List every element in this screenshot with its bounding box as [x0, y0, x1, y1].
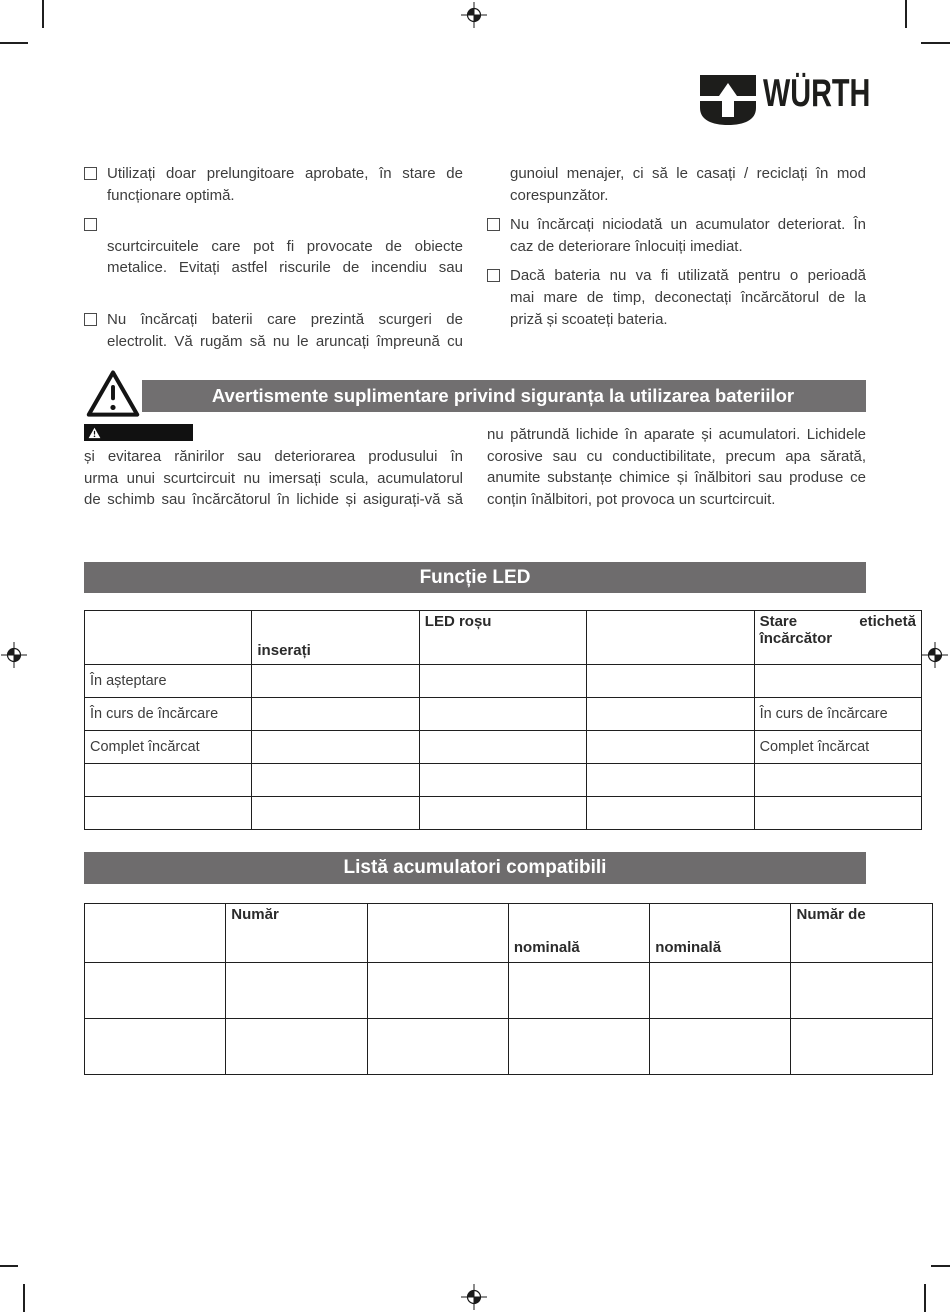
registration-mark-icon — [922, 642, 948, 668]
text-line: mai mare de timp, deconectați încărcătorul de la — [510, 288, 866, 306]
crop-mark — [931, 1265, 950, 1267]
text-line: corespunzător. — [510, 186, 609, 204]
table-cell: Număr de — [791, 904, 932, 963]
empty-checkbox-icon — [84, 313, 97, 326]
table-row — [85, 963, 933, 1019]
section-header-led: Funcție LED — [84, 562, 866, 593]
table-cell — [754, 665, 921, 698]
table-cell — [587, 611, 754, 665]
text-line: de schimb sau încărcătorul în lichide și asigurați-vă să — [84, 491, 463, 509]
led-function-table — [84, 610, 922, 830]
bullet-text — [510, 265, 866, 330]
table-cell — [252, 698, 419, 731]
text-line: Dacă bateria nu va fi utilizată pentru o perioadă — [510, 267, 866, 285]
crop-mark — [921, 42, 950, 44]
text-line: funcționare optimă. — [107, 186, 235, 204]
table-cell: În curs de încărcare — [754, 698, 921, 731]
text-line: gunoiul menajer, ci să le casați / reciclați în mod — [510, 165, 866, 182]
safety-bullet — [84, 163, 463, 206]
empty-checkbox-icon — [84, 167, 97, 180]
crop-mark — [42, 0, 44, 28]
warning-badge — [84, 424, 193, 441]
text-line: priză și scoateți bateria. — [510, 310, 668, 328]
table-cell: Număr — [226, 904, 367, 963]
empty-checkbox-icon — [487, 218, 500, 231]
crop-mark — [0, 42, 28, 44]
table-cell — [587, 764, 754, 797]
table-cell — [791, 963, 932, 1019]
text-line: caz de deteriorare înlocuiți imediat. — [510, 237, 743, 255]
table-cell: LED roșu — [419, 611, 586, 665]
table-row — [85, 731, 922, 764]
crop-mark — [0, 1265, 18, 1267]
safety-bullet — [487, 214, 866, 257]
table-cell: nominală — [508, 904, 649, 963]
table-cell — [587, 731, 754, 764]
text-line: Stare etichetă — [759, 613, 916, 630]
bullet-text — [510, 163, 866, 206]
table-row — [85, 797, 922, 830]
bullet-text — [107, 309, 463, 352]
crop-mark — [905, 0, 907, 28]
text-line: și evitarea rănirilor sau deteriorarea produsului în — [84, 448, 463, 465]
safety-bullets-right-column — [487, 163, 866, 338]
warning-banner-title: Avertismente suplimentare privind siguranța la utilizarea bateriilor — [140, 380, 866, 412]
table-row — [85, 1019, 933, 1075]
warning-banner — [84, 368, 866, 420]
text-line: încărcător — [759, 630, 833, 647]
table-cell — [650, 1019, 791, 1075]
table-cell — [85, 904, 226, 963]
text-line: metalice. Evitați astfel riscurile de incendiu sau — [107, 259, 463, 277]
table-cell — [252, 731, 419, 764]
table-cell — [419, 698, 586, 731]
table-cell — [85, 611, 252, 665]
bullet-text — [107, 163, 463, 206]
table-cell — [419, 797, 586, 830]
safety-bullet-continuation — [487, 163, 866, 206]
text-line: urma unui scurtcircuit nu imersați scula, acumulatorul — [84, 469, 463, 487]
crop-mark — [23, 1284, 25, 1312]
table-cell — [587, 698, 754, 731]
text-line: conțin înălbitori, pot provoca un scurtcircuit. — [487, 490, 776, 508]
table-cell: În curs de încărcare — [85, 698, 252, 731]
table-cell — [508, 1019, 649, 1075]
empty-checkbox-icon — [487, 269, 500, 282]
registration-mark-icon — [461, 1284, 487, 1310]
table-row — [85, 665, 922, 698]
text-line: Nu încărcați niciodată un acumulator deteriorat. În — [510, 216, 866, 234]
crop-mark — [924, 1284, 926, 1312]
safety-bullet — [487, 265, 866, 330]
registration-mark-icon — [461, 2, 487, 28]
text-line: corosive sau cu conductibilitate, precum apa sărată, — [487, 447, 866, 465]
warning-triangle-icon — [84, 368, 142, 420]
wurth-logo-icon — [700, 75, 757, 125]
table-cell — [754, 764, 921, 797]
table-cell: nominală — [650, 904, 791, 963]
safety-bullets-left-column — [84, 163, 463, 360]
bullet-text — [510, 214, 866, 257]
text-line: anumite substanțe chimice și înălbitori sau produse ce — [487, 469, 866, 487]
text-line: Nu încărcați baterii care prezintă scurgeri de — [107, 310, 463, 328]
table-cell — [367, 1019, 508, 1075]
table-cell — [85, 1019, 226, 1075]
table-cell — [754, 797, 921, 830]
table-cell — [85, 764, 252, 797]
bullet-text — [107, 214, 463, 279]
table-cell — [419, 731, 586, 764]
table-cell: Complet încărcat — [754, 731, 921, 764]
table-cell — [419, 665, 586, 698]
table-cell — [754, 611, 921, 665]
table-cell — [252, 665, 419, 698]
empty-checkbox-icon — [84, 218, 97, 231]
text-line: nu pătrundă lichide în aparate și acumulatori. Lichidele — [487, 426, 866, 443]
table-cell — [508, 963, 649, 1019]
table-cell — [650, 963, 791, 1019]
table-row — [85, 698, 922, 731]
text-line: scurtcircuitele care pot fi provocate de obiecte — [107, 237, 463, 255]
table-cell — [226, 1019, 367, 1075]
table-cell — [85, 963, 226, 1019]
brand-wordmark: WÜRTH — [763, 72, 871, 115]
table-cell: Complet încărcat — [85, 731, 252, 764]
table-cell — [85, 797, 252, 830]
safety-bullet — [84, 214, 463, 279]
table-cell — [419, 764, 586, 797]
text-line: electrolit. Vă rugăm să nu le aruncați împreună cu — [107, 332, 463, 350]
warning-paragraph-right — [487, 424, 866, 510]
registration-mark-icon — [1, 642, 27, 668]
table-cell: inserați — [252, 611, 419, 665]
table-cell — [367, 963, 508, 1019]
table-cell — [587, 797, 754, 830]
warning-triangle-icon — [88, 427, 101, 439]
table-cell — [252, 764, 419, 797]
safety-bullet — [84, 309, 463, 352]
table-header-row — [85, 904, 933, 963]
table-cell — [252, 797, 419, 830]
warning-paragraph-left — [84, 424, 463, 511]
table-header-row — [85, 611, 922, 665]
compatible-batteries-table — [84, 903, 933, 1075]
table-row — [85, 764, 922, 797]
text-line: Utilizați doar prelungitoare aprobate, în stare de — [107, 165, 463, 182]
table-cell — [791, 1019, 932, 1075]
table-cell: În așteptare — [85, 665, 252, 698]
table-cell — [587, 665, 754, 698]
table-cell — [226, 963, 367, 1019]
table-cell — [367, 904, 508, 963]
section-header-battery-list: Listă acumulatori compatibili — [84, 852, 866, 884]
